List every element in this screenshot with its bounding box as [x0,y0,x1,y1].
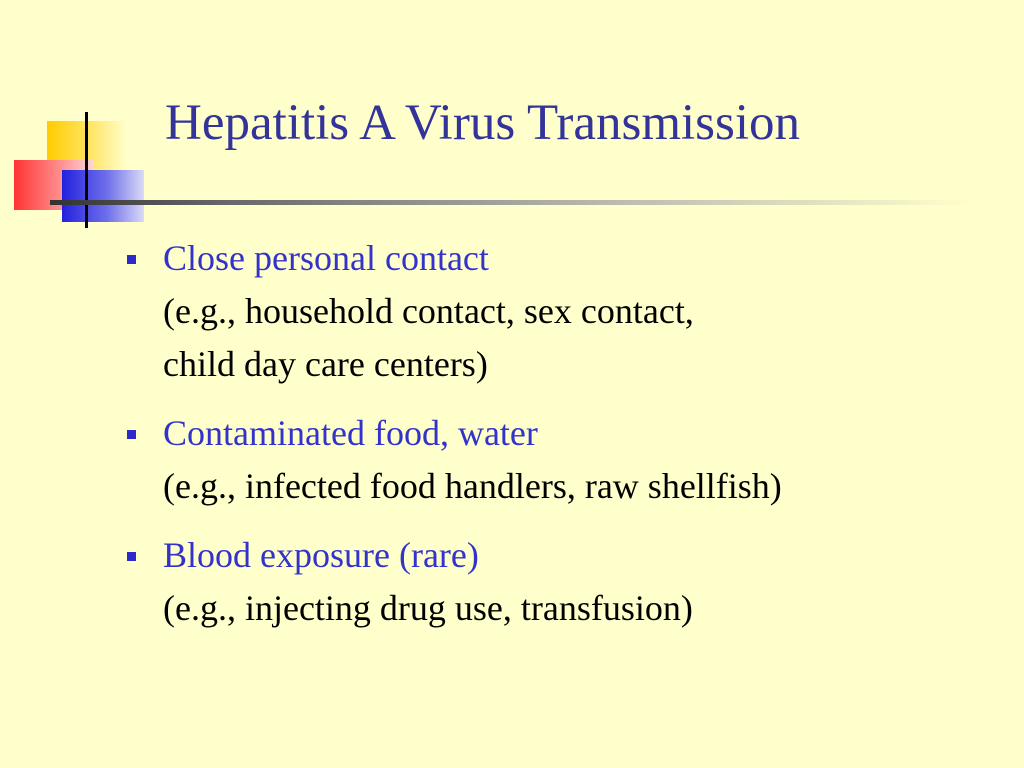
blue-square-shape [62,170,144,222]
bullet-list [125,232,1005,651]
bullet-square-icon [127,552,136,561]
bullet-square-icon [127,255,136,264]
bullet-detail: (e.g., infected food handlers, raw shellfish) [163,466,782,506]
bullet-detail: (e.g., household contact, sex contact, [163,291,694,331]
bullet-item-blood-exposure [125,529,1005,635]
vertical-rule [85,112,88,228]
bullet-detail: (e.g., injecting drug use, transfusion) [163,588,693,628]
bullet-heading: Blood exposure (rare) [163,535,479,575]
bullet-heading: Contaminated food, water [163,413,538,453]
bullet-detail: child day care centers) [163,344,488,384]
bullet-item-close-contact [125,232,1005,391]
slide-title: Hepatitis A Virus Transmission [165,95,801,151]
bullet-square-icon [127,430,136,439]
title-underline [50,200,970,205]
bullet-heading: Close personal contact [163,238,489,278]
bullet-item-contaminated-food [125,407,1005,513]
